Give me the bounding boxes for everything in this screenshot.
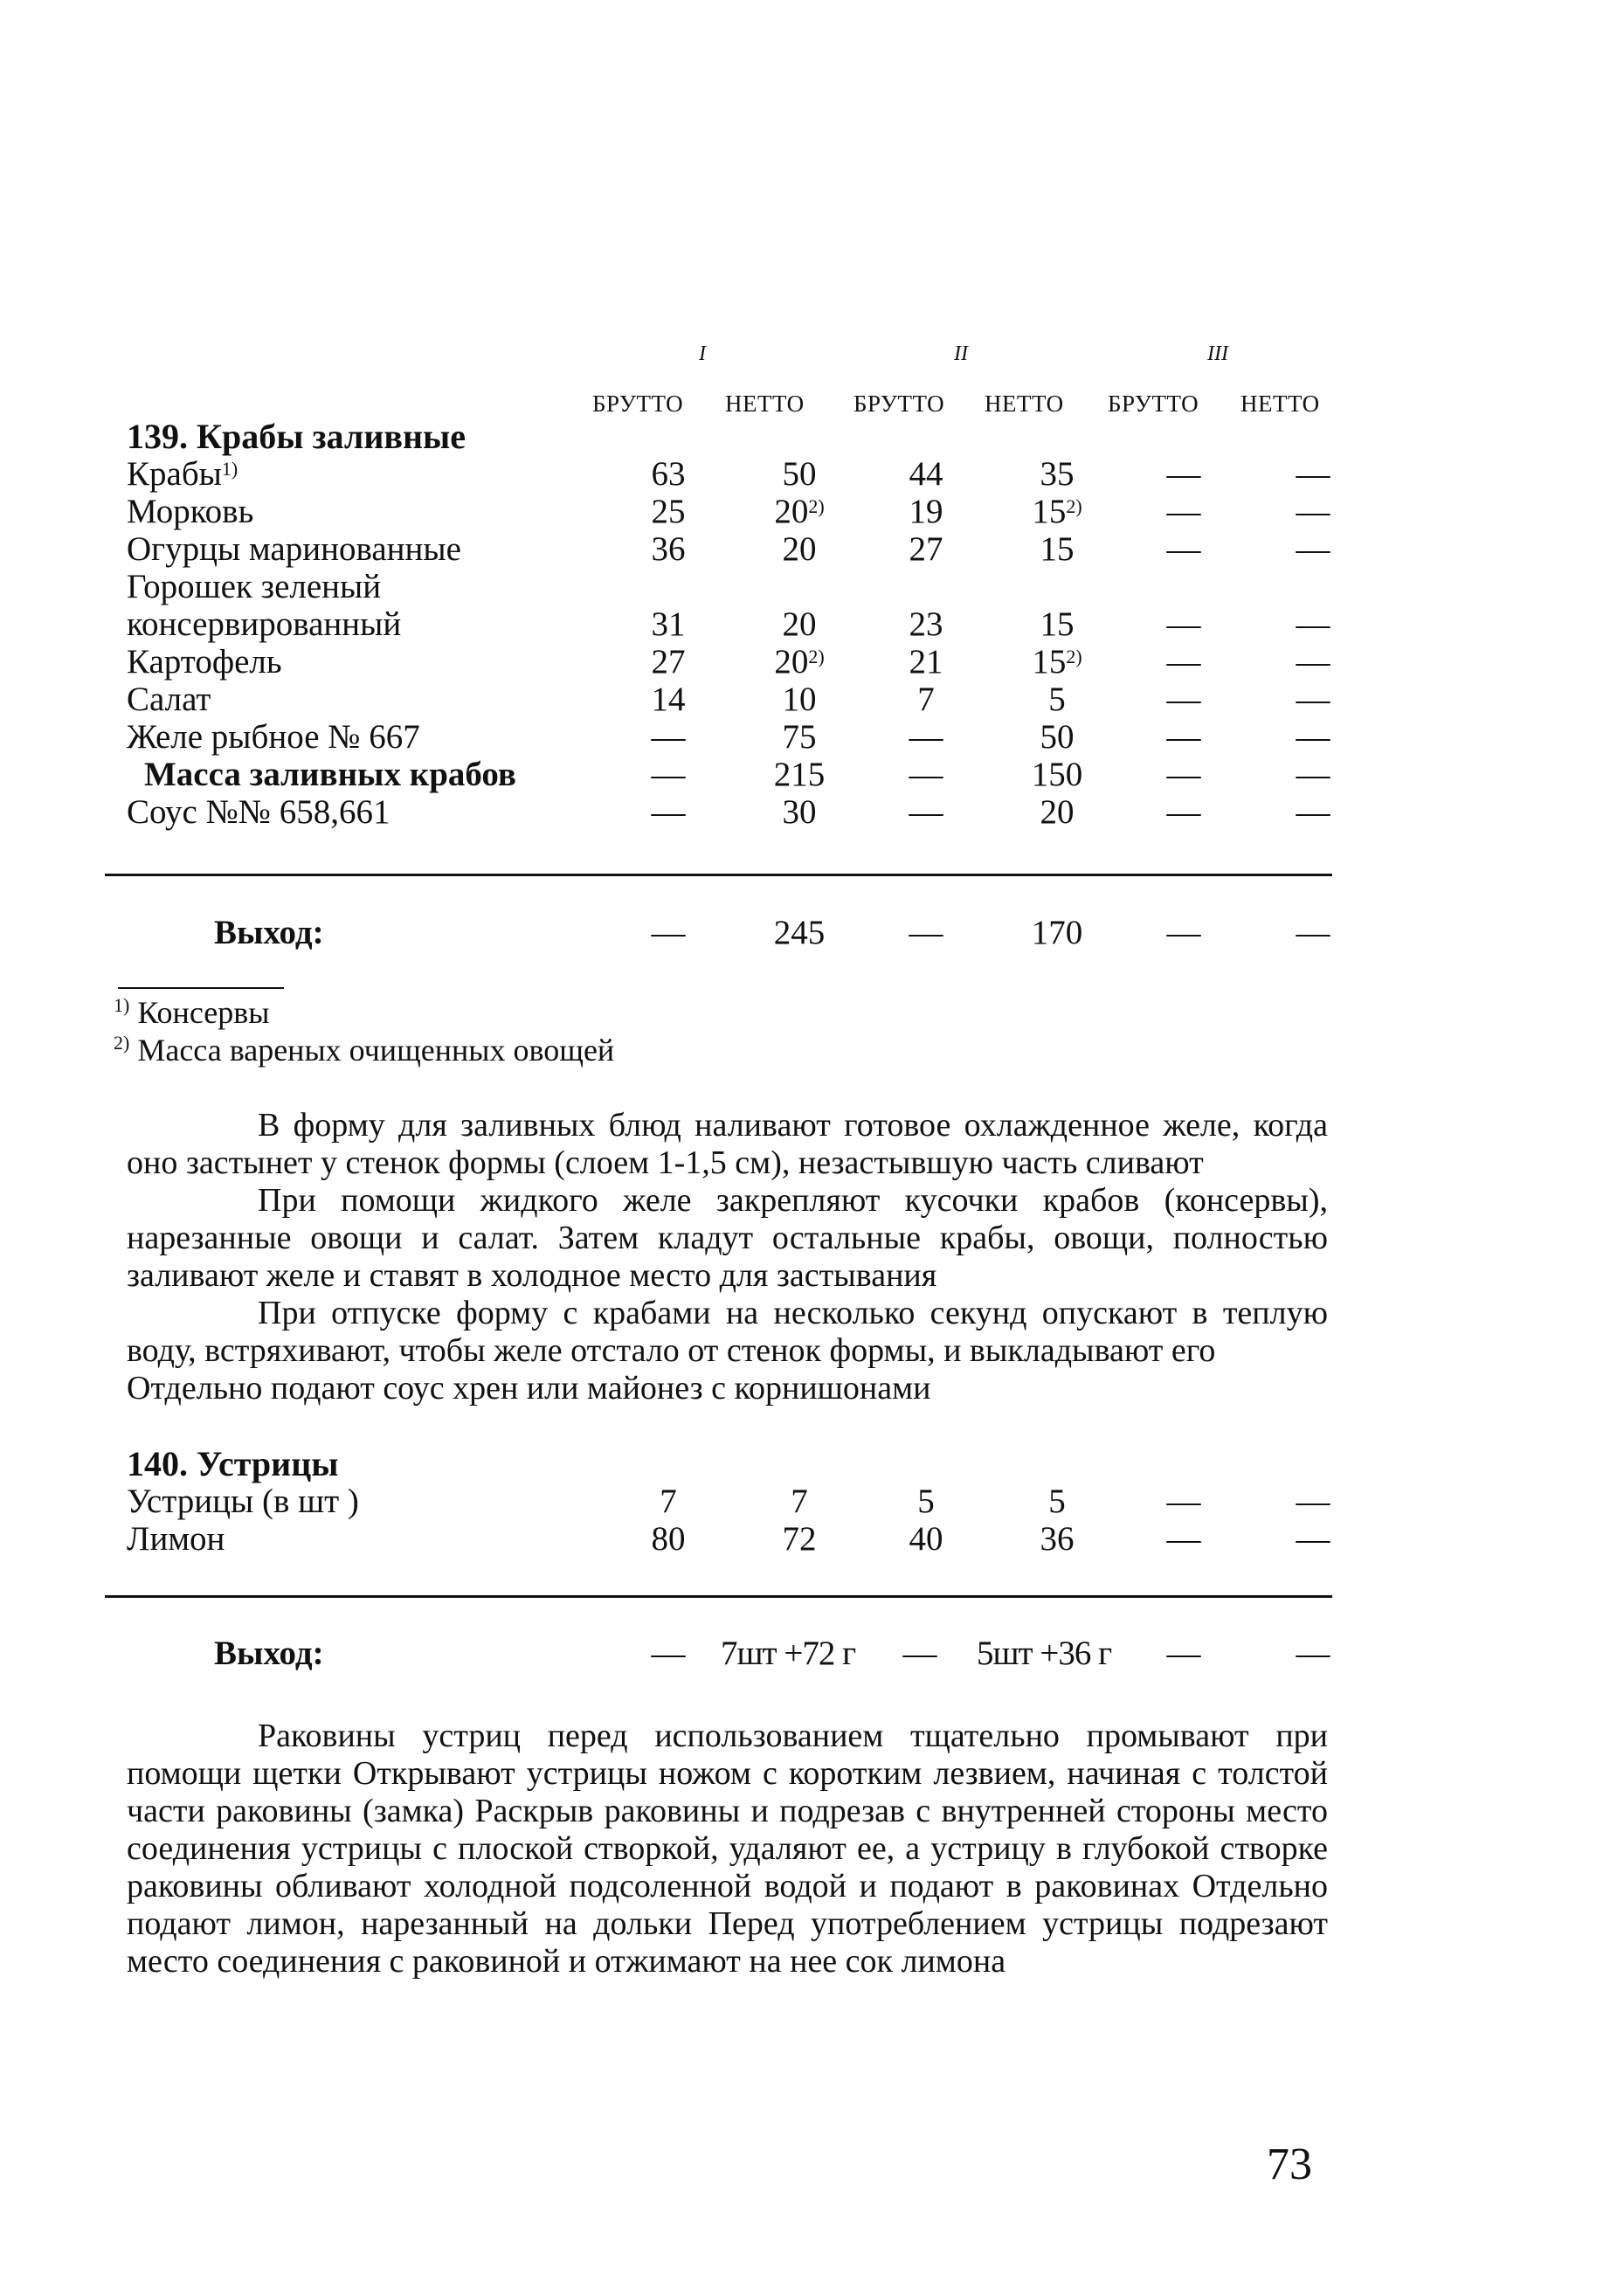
value-cell: 36	[651, 530, 686, 568]
yield-label: Выход:	[214, 914, 324, 951]
value-cell: 20	[782, 605, 817, 643]
value-cell: 50	[782, 455, 817, 493]
yield-cell: 5шт +36 г	[977, 1635, 1112, 1672]
value-cell: 19	[909, 493, 943, 530]
yield-cell: —	[1296, 914, 1330, 951]
value-cell: 21	[909, 643, 943, 681]
value-cell: —	[1296, 756, 1330, 793]
value-cell: 5	[1048, 681, 1066, 718]
value-cell: —	[1296, 1483, 1330, 1520]
value-cell: —	[651, 756, 686, 793]
ingredient-name: Огурцы маринованные	[127, 530, 461, 568]
value-cell: 5	[1048, 1483, 1066, 1520]
recipe-title: 139. Крабы заливные	[127, 417, 466, 456]
value-cell: 7	[660, 1483, 677, 1520]
column-group-3: III	[1207, 342, 1228, 365]
value-cell: —	[651, 718, 686, 756]
yield-cell: —	[1166, 914, 1201, 951]
value-cell: 80	[651, 1520, 686, 1558]
value-cell: 10	[782, 681, 817, 718]
value-cell: 20$^{2)}$	[774, 643, 825, 681]
recipe-title: 140. Устрицы	[127, 1444, 339, 1483]
column-header: НЕТТО	[725, 391, 805, 417]
value-cell: 15$^{2)}$	[1032, 493, 1082, 530]
value-cell: —	[1296, 793, 1330, 831]
value-cell: 40	[909, 1520, 943, 1558]
value-cell: 27	[909, 530, 943, 568]
table-rule	[105, 874, 1332, 876]
value-cell: 14	[651, 681, 686, 718]
column-header: БРУТТО	[592, 391, 684, 417]
method-paragraph: В форму для заливных блюд наливают готовое охлажденное желе, когда оно застынет у стенок формы (слоем 1-1,5 см), незастывшую часть сливают	[127, 1107, 1328, 1181]
value-cell: —	[1166, 605, 1201, 643]
value-cell: —	[1166, 1520, 1201, 1558]
yield-cell: —	[902, 1635, 937, 1672]
yield-cell: 7шт +72 г	[721, 1635, 856, 1672]
column-header: БРУТТО	[853, 391, 945, 417]
value-cell: 7	[917, 681, 935, 718]
value-cell: —	[1166, 455, 1201, 493]
value-cell: 72	[782, 1520, 817, 1558]
value-cell: 15	[1040, 605, 1075, 643]
value-cell: —	[1296, 493, 1330, 530]
value-cell: 63	[651, 455, 686, 493]
value-cell: 150	[1031, 756, 1083, 793]
ingredient-name: Морковь	[127, 493, 254, 530]
value-cell: 20	[782, 530, 817, 568]
ingredient-name: Горошек зеленый	[127, 568, 382, 605]
value-cell: 23	[909, 605, 943, 643]
method-paragraph: При помощи жидкого желе закрепляют кусочки крабов (консервы), нарезанные овощи и салат. Затем кладут остальные крабы, овощи, полностью заливают желе и ставят в холодное место для застывания	[127, 1182, 1328, 1294]
page-number: 73	[1267, 2139, 1312, 2189]
yield-cell: —	[1166, 1635, 1201, 1672]
ingredient-name: Картофель	[127, 643, 282, 681]
value-cell: —	[1296, 643, 1330, 681]
value-cell: 25	[651, 493, 686, 530]
value-cell: 215	[773, 756, 826, 793]
value-cell: 15$^{2)}$	[1032, 643, 1082, 681]
mass-subtotal-label: Масса заливных крабов	[144, 756, 516, 793]
ingredient-name: Салат	[127, 681, 211, 718]
column-group-1: I	[699, 342, 706, 365]
footnote-rule	[118, 987, 284, 989]
value-cell: —	[1166, 756, 1201, 793]
column-header: НЕТТО	[985, 391, 1064, 417]
footnote: $^{2)}$ Масса вареных очищенных овощей	[114, 1032, 615, 1068]
yield-cell: 245	[773, 914, 826, 951]
value-cell: —	[909, 718, 943, 756]
ingredient-name: Соус №№ 658,661	[127, 793, 390, 831]
value-cell: —	[651, 793, 686, 831]
table-rule	[105, 1595, 1332, 1598]
value-cell: —	[1166, 1483, 1201, 1520]
method-paragraph: Отдельно подают соус хрен или майонез с корнишонами	[127, 1370, 931, 1407]
column-header: БРУТТО	[1108, 391, 1199, 417]
value-cell: —	[909, 793, 943, 831]
footnote: $^{1)}$ Консервы	[114, 994, 270, 1030]
value-cell: —	[1166, 643, 1201, 681]
value-cell: 35	[1040, 455, 1075, 493]
ingredient-name: консервированный	[127, 605, 402, 643]
yield-cell: —	[651, 914, 686, 951]
ingredient-name: Лимон	[127, 1520, 225, 1558]
value-cell: —	[1166, 681, 1201, 718]
ingredient-name: Крабы$^{1)}$	[127, 455, 238, 493]
value-cell: —	[1296, 718, 1330, 756]
column-group-2: II	[954, 342, 968, 365]
yield-cell: 170	[1031, 914, 1083, 951]
value-cell: 7	[791, 1483, 808, 1520]
value-cell: 27	[651, 643, 686, 681]
yield-label: Выход:	[214, 1635, 324, 1672]
value-cell: 15	[1040, 530, 1075, 568]
value-cell: —	[1166, 530, 1201, 568]
value-cell: 44	[909, 455, 943, 493]
value-cell: 50	[1040, 718, 1075, 756]
yield-cell: —	[1296, 1635, 1330, 1672]
value-cell: 75	[782, 718, 817, 756]
value-cell: 30	[782, 793, 817, 831]
value-cell: 36	[1040, 1520, 1075, 1558]
value-cell: —	[1296, 605, 1330, 643]
value-cell: 20$^{2)}$	[774, 493, 825, 530]
yield-cell: —	[909, 914, 943, 951]
value-cell: —	[1296, 681, 1330, 718]
column-header: НЕТТО	[1240, 391, 1320, 417]
value-cell: —	[1166, 793, 1201, 831]
ingredient-name: Желе рыбное № 667	[127, 718, 420, 756]
method-paragraph: Раковины устриц перед использованием тщательно промывают при помощи щетки Открывают устрицы ножом с коротким лезвием, начиная с толстой части раковины (замка) Раскрыв раковины и подрезав с внутренней стороны место соединения устрицы с плоской створкой, удаляют ее, а устрицу в глубокой створке раковины обливают холодной подсоленной водой и подают в раковинах Отдельно подают лимон, нарезанный на дольки Перед употреблением устрицы подрезают место соединения с раковиной и отжимают на нее сок лимона	[127, 1718, 1328, 1980]
yield-cell: —	[651, 1635, 686, 1672]
value-cell: 31	[651, 605, 686, 643]
value-cell: 20	[1040, 793, 1075, 831]
value-cell: 5	[917, 1483, 935, 1520]
value-cell: —	[1166, 718, 1201, 756]
value-cell: —	[909, 756, 943, 793]
value-cell: —	[1296, 1520, 1330, 1558]
method-paragraph: При отпуске форму с крабами на несколько секунд опускают в теплую воду, встряхивают, чтобы желе отстало от стенок формы, и выкладывают его	[127, 1295, 1328, 1369]
value-cell: —	[1166, 493, 1201, 530]
value-cell: —	[1296, 455, 1330, 493]
ingredient-name: Устрицы (в шт )	[127, 1483, 359, 1520]
value-cell: —	[1296, 530, 1330, 568]
